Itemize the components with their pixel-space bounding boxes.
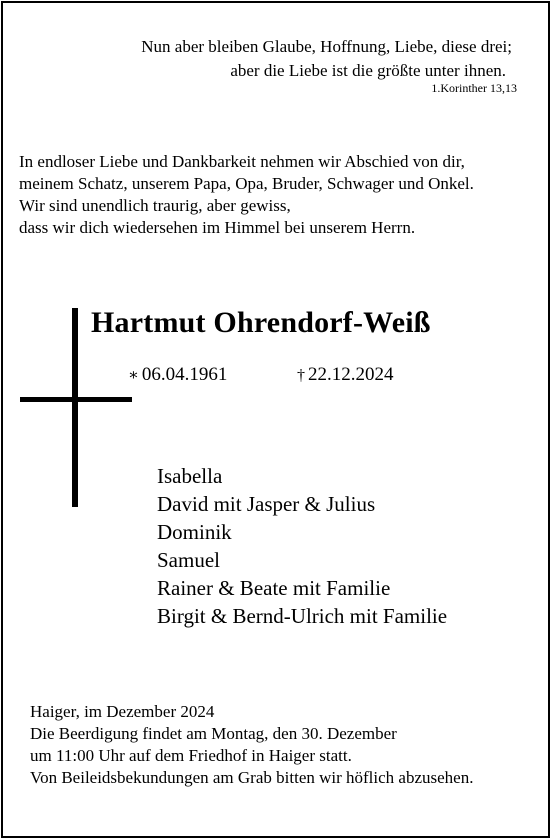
footer-line: Von Beileidsbekundungen am Grab bitten wir höflich abzusehen. [30,768,474,787]
family-member: Isabella [157,464,223,488]
death-date-row [297,364,394,386]
death-date: 22.12.2024 [308,364,394,385]
birth-star-icon: ∗ [128,367,139,384]
intro-line: dass wir dich wiedersehen im Himmel bei unserem Herrn. [19,218,416,237]
family-member: Birgit & Bernd-Ulrich mit Familie [157,604,448,628]
cross-horizontal-bar [20,397,132,402]
footer-line: Die Beerdigung findet am Montag, den 30. Dezember [30,724,397,743]
intro-line: Wir sind unendlich traurig, aber gewiss, [19,196,291,215]
birth-date-row [128,364,227,386]
family-member: Rainer & Beate mit Familie [157,576,391,600]
family-member: Dominik [157,520,232,544]
cross-vertical-bar [72,308,78,507]
footer-line: Haiger, im Dezember 2024 [30,702,215,721]
intro-line: In endloser Liebe und Dankbarkeit nehmen wir Abschied von dir, [19,152,465,171]
family-member: Samuel [157,548,220,572]
verse-line-1: Nun aber bleiben Glaube, Hoffnung, Liebe, diese drei; [141,37,512,56]
family-list [157,462,447,630]
deceased-name: Hartmut Ohrendorf-Weiß [91,306,431,339]
intro-line: meinem Schatz, unserem Papa, Opa, Bruder, Schwager und Onkel. [19,174,474,193]
death-dagger-icon: † [297,367,305,384]
birth-date: 06.04.1961 [141,364,228,385]
footer-line: um 11:00 Uhr auf dem Friedhof in Haiger statt. [30,746,352,765]
intro-text [19,151,474,239]
funeral-details [30,701,473,789]
verse-reference: 1.Korinther 13,13 [431,81,517,95]
verse-line-2: aber die Liebe ist die größte unter ihnen. [230,61,506,80]
family-member: David mit Jasper & Julius [157,492,376,516]
